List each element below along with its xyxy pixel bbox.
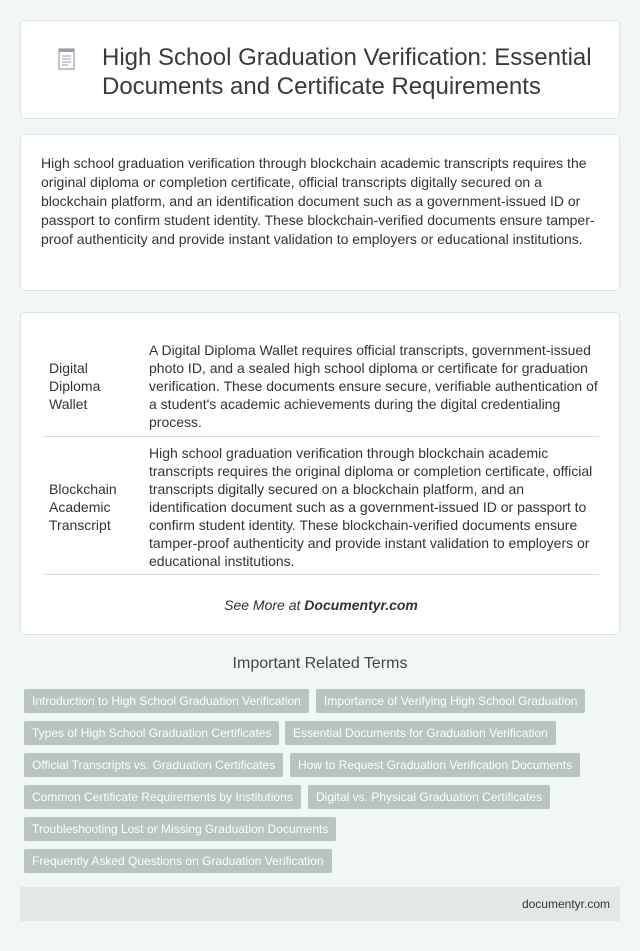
- page-title: High School Graduation Verification: Essential Documents and Certificate Requirements: [102, 44, 592, 100]
- related-tag[interactable]: Official Transcripts vs. Graduation Certificates: [24, 753, 283, 777]
- term-definition: A Digital Diploma Wallet requires official transcripts, government-issued photo ID, and a sealed high school diploma or certificate for graduation verification. These documents ensure secure, verifiable authentication of a student's academic achievements during the digital credentialing process.: [149, 342, 598, 430]
- related-tag[interactable]: Common Certificate Requirements by Institutions: [24, 785, 301, 809]
- related-tag[interactable]: Essential Documents for Graduation Verification: [285, 721, 556, 745]
- related-tag[interactable]: Frequently Asked Questions on Graduation Verification: [24, 849, 332, 873]
- header-card: [20, 20, 620, 119]
- document-icon: [58, 48, 75, 70]
- see-more-site[interactable]: Documentyr.com: [304, 597, 418, 613]
- related-tag[interactable]: How to Request Graduation Verification Documents: [290, 753, 580, 777]
- related-terms-heading: Important Related Terms: [232, 655, 408, 672]
- summary-text: High school graduation verification through blockchain academic transcripts requires the original diploma or completion certificate, official transcripts digitally secured on a blockchain platform, and an identification document such as a government-issued ID or passport to confirm student identity. These blockchain-verified documents ensure tamper-proof authenticity and provide instant validation to employers or educational institutions.: [41, 155, 595, 247]
- footer-site[interactable]: documentyr.com: [521, 897, 610, 911]
- summary-card: [20, 134, 620, 291]
- term-definition: High school graduation verification through blockchain academic transcripts requires the original diploma or completion certificate, official transcripts digitally secured on a blockchain platform, and an identification document such as a government-issued ID or passport to confirm student identity. These blockchain-verified documents ensure tamper-proof authenticity and provide instant validation to employers or educational institutions.: [149, 445, 593, 569]
- table-row: [43, 444, 599, 575]
- term-label: Blockchain Academic Transcript: [49, 481, 117, 533]
- see-more-prefix: See More at: [224, 597, 305, 613]
- related-tag[interactable]: Types of High School Graduation Certificates: [24, 721, 279, 745]
- see-more-link[interactable]: [21, 597, 621, 613]
- terms-table: [20, 312, 620, 635]
- related-tag[interactable]: Troubleshooting Lost or Missing Graduation Documents: [24, 817, 336, 841]
- table-row: [43, 341, 599, 437]
- term-label: Digital Diploma Wallet: [49, 360, 101, 412]
- footer: [20, 887, 620, 921]
- related-tag[interactable]: Introduction to High School Graduation Verification: [24, 689, 309, 713]
- related-tag[interactable]: Importance of Verifying High School Graduation: [316, 689, 585, 713]
- related-tag[interactable]: Digital vs. Physical Graduation Certificates: [308, 785, 550, 809]
